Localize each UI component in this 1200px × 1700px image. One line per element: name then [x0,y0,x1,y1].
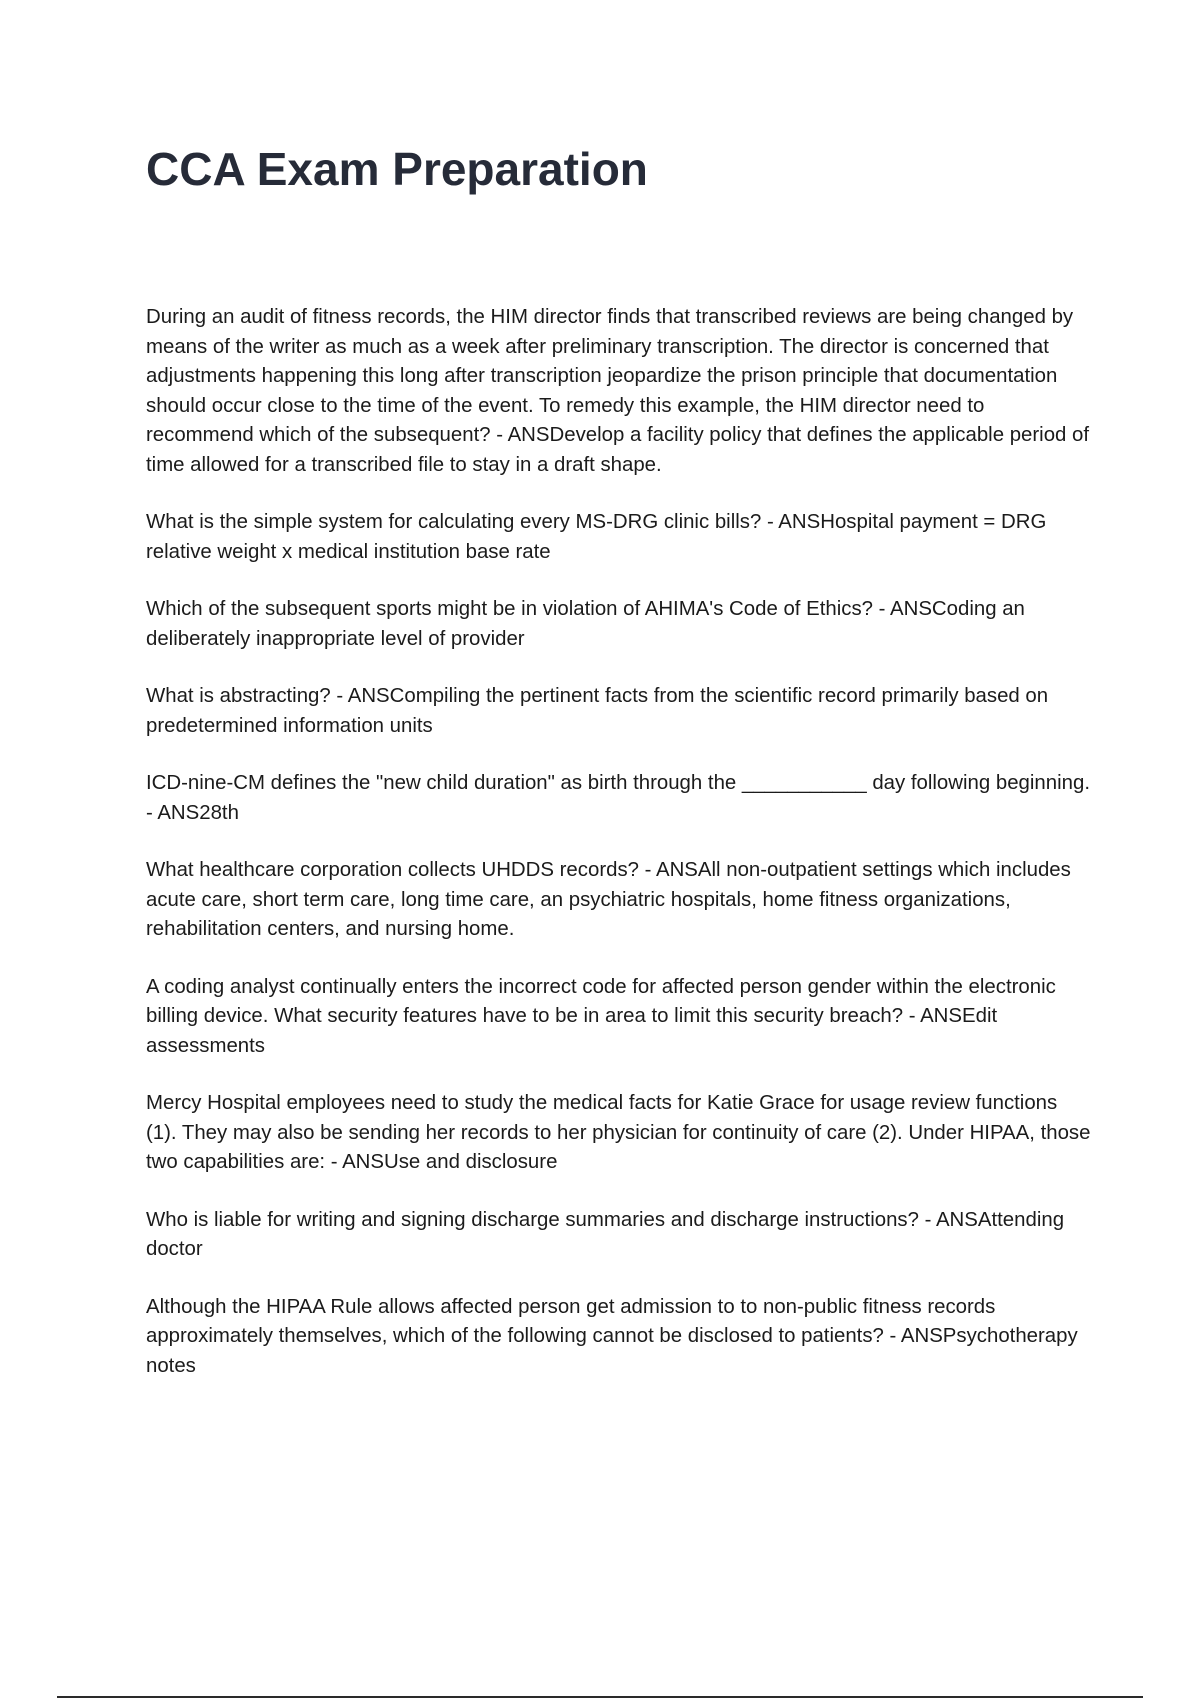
page-title: CCA Exam Preparation [146,143,648,195]
qa-item: ICD-nine-CM defines the "new child duration" as birth through the ___________ day following beginning. - ANS28th [146,772,1090,824]
qa-item: Although the HIPAA Rule allows affected person get admission to to non-public fitness records approximately themselves, which of the following cannot be disclosed to patients? - ANSPsychotherapy notes [146,1295,1078,1377]
qa-item: What healthcare corporation collects UHDDS records? - ANSAll non-outpatient settings which includes acute care, short term care, long time care, an psychiatric hospitals, home fitness organizations, rehabilitation centers, and nursing home. [146,859,1071,940]
qa-item: Mercy Hospital employees need to study the medical facts for Katie Grace for usage review functions (1). They may also be sending her records to her physician for continuity of care (2). Under HIPAA, those two capabilities are: - ANSUse and disclosure [146,1092,1091,1173]
qa-list [146,303,1091,1409]
qa-item: Which of the subsequent sports might be in violation of AHIMA's Code of Ethics? - ANSCoding an deliberately inappropriate level of provider [146,598,1025,650]
qa-item: What is abstracting? - ANSCompiling the pertinent facts from the scientific record primarily based on predetermined information units [146,685,1049,737]
qa-item: Who is liable for writing and signing discharge summaries and discharge instructions? - ANSAttending doctor [146,1208,1065,1260]
qa-item: What is the simple system for calculating every MS-DRG clinic bills? - ANSHospital payment = DRG relative weight x medical institution base rate [146,511,1047,563]
footer-divider [57,1696,1143,1698]
qa-item: A coding analyst continually enters the incorrect code for affected person gender within the electronic billing device. What security features have to be in area to limit this security breach? - ANSEdit assessments [146,975,1056,1057]
qa-item: During an audit of fitness records, the HIM director finds that transcribed reviews are being changed by means of the writer as much as a week after preliminary transcription. The director is concerned that adjustments happening this long after transcription jeopardize the prison principle that documentation should occur close to the time of the event. To remedy this example, the HIM director need to recommend which of the subsequent? - ANSDevelop a facility policy that defines the applicable period of time allowed for a transcribed file to stay in a draft shape. [146,306,1090,476]
